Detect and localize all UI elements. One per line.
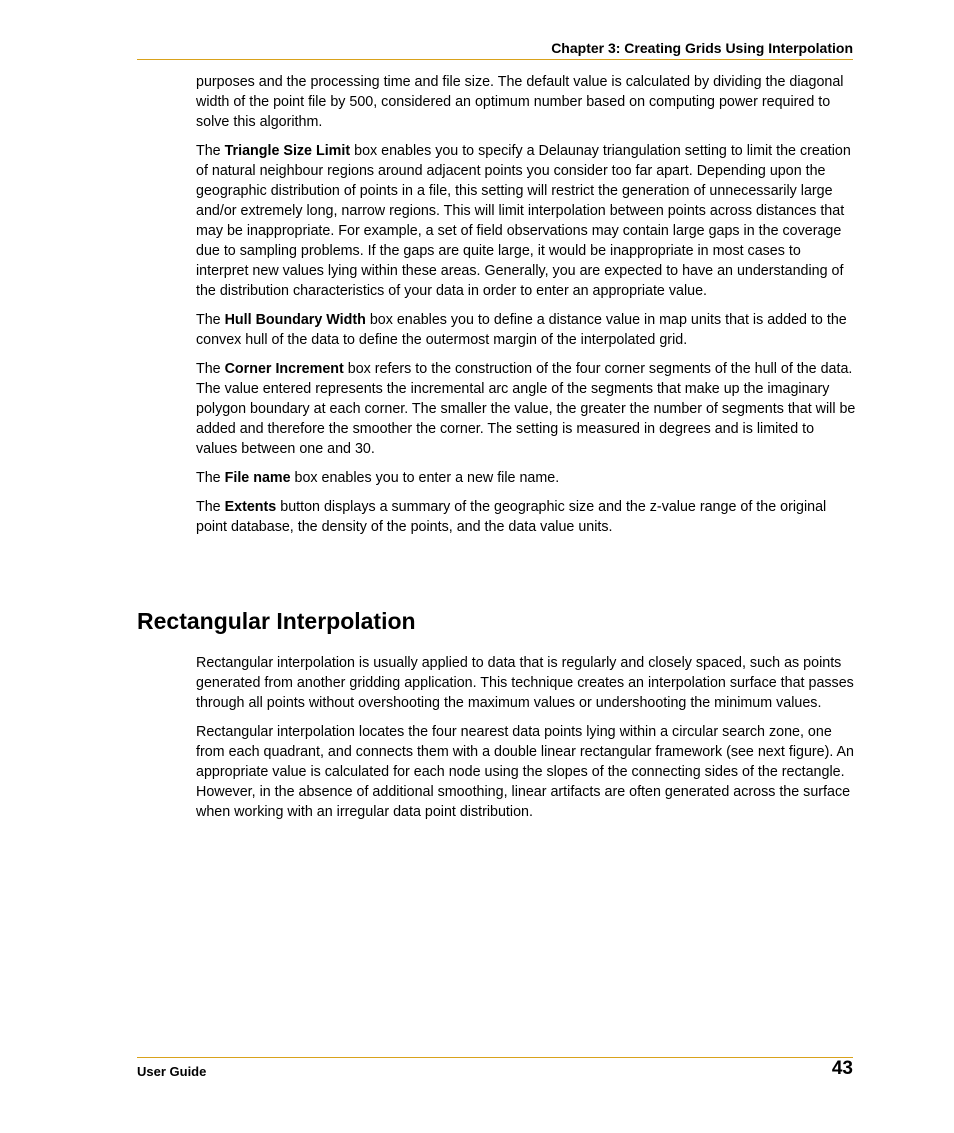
text-pre: The xyxy=(196,499,225,515)
term-file-name: File name xyxy=(224,470,291,486)
paragraph-extents xyxy=(196,497,856,537)
text-rest: box enables you to enter a new file name. xyxy=(290,470,560,486)
paragraph-intro: purposes and the processing time and file size. The default value is calculated by dividing the diagonal width of the point file by 500, considered an optimum number based on computing power required to solve this algorithm. xyxy=(196,74,844,130)
paragraph-triangle-size-limit xyxy=(196,141,856,301)
footer-label: User Guide xyxy=(137,1064,207,1079)
text-pre: The xyxy=(196,470,225,486)
text-pre: The xyxy=(196,312,225,328)
section-body-2 xyxy=(196,653,856,831)
paragraph-hull-boundary-width xyxy=(196,310,856,350)
term-triangle-size-limit: Triangle Size Limit xyxy=(224,143,351,159)
paragraph-rectangular-1: Rectangular interpolation is usually applied to data that is regularly and closely spaced, such as points generated from another gridding application. This technique creates an interpolation surface that passes through all points without overshooting the maximum values or undershooting the minimum values. xyxy=(196,655,854,711)
text-pre: The xyxy=(196,361,225,377)
term-corner-increment: Corner Increment xyxy=(224,361,344,377)
paragraph-corner-increment xyxy=(196,359,856,459)
section-body-1 xyxy=(196,72,856,546)
footer-rule xyxy=(137,1057,853,1058)
text-pre: The xyxy=(196,143,225,159)
text-rest: box enables you to define a distance value in map units that is added to the convex hull of the data to define the outermost margin of the interpolated grid. xyxy=(196,312,847,348)
chapter-title: Chapter 3: Creating Grids Using Interpolation xyxy=(551,40,853,56)
page-header xyxy=(137,40,853,60)
term-extents: Extents xyxy=(224,499,277,515)
text-rest: box refers to the construction of the four corner segments of the hull of the data. The value entered represents the incremental arc angle of the segments that make up the imaginary polygon boundary at each corner. The smaller the value, the greater the number of segments that will be added and therefore the smoother the corner. The setting is measured in degrees and is limited to values between one and 30. xyxy=(196,361,856,457)
text-rest: button displays a summary of the geographic size and the z-value range of the original point database, the density of the points, and the data value units. xyxy=(196,499,827,535)
page-number: 43 xyxy=(831,1058,853,1079)
paragraph-rectangular-2: Rectangular interpolation locates the four nearest data points lying within a circular search zone, one from each quadrant, and connects them with a double linear rectangular framework (see next figure). An appropriate value is calculated for each node using the slopes of the connecting sides of the rectangle. However, in the absence of additional smoothing, linear artifacts are often generated across the surface when working with an irregular data point distribution. xyxy=(196,724,855,820)
term-hull-boundary-width: Hull Boundary Width xyxy=(224,312,366,328)
text-rest: box enables you to specify a Delaunay triangulation setting to limit the creation of natural neighbour regions around adjacent points you consider too far apart. Depending upon the geographic distribution of points in a file, this setting will restrict the generation of unnecessarily large and/or extremely long, narrow regions. This will limit interpolation between points across distances that may be inappropriate. For example, a set of field observations may contain large gaps in the coverage due to sampling problems. If the gaps are quite large, it would be inappropriate in most cases to interpret new values lying within these areas. Generally, you are expected to have an understanding of the distribution characteristics of your data in order to enter an appropriate value. xyxy=(196,143,851,299)
paragraph-file-name xyxy=(196,468,856,488)
section-heading: Rectangular Interpolation xyxy=(137,608,416,634)
